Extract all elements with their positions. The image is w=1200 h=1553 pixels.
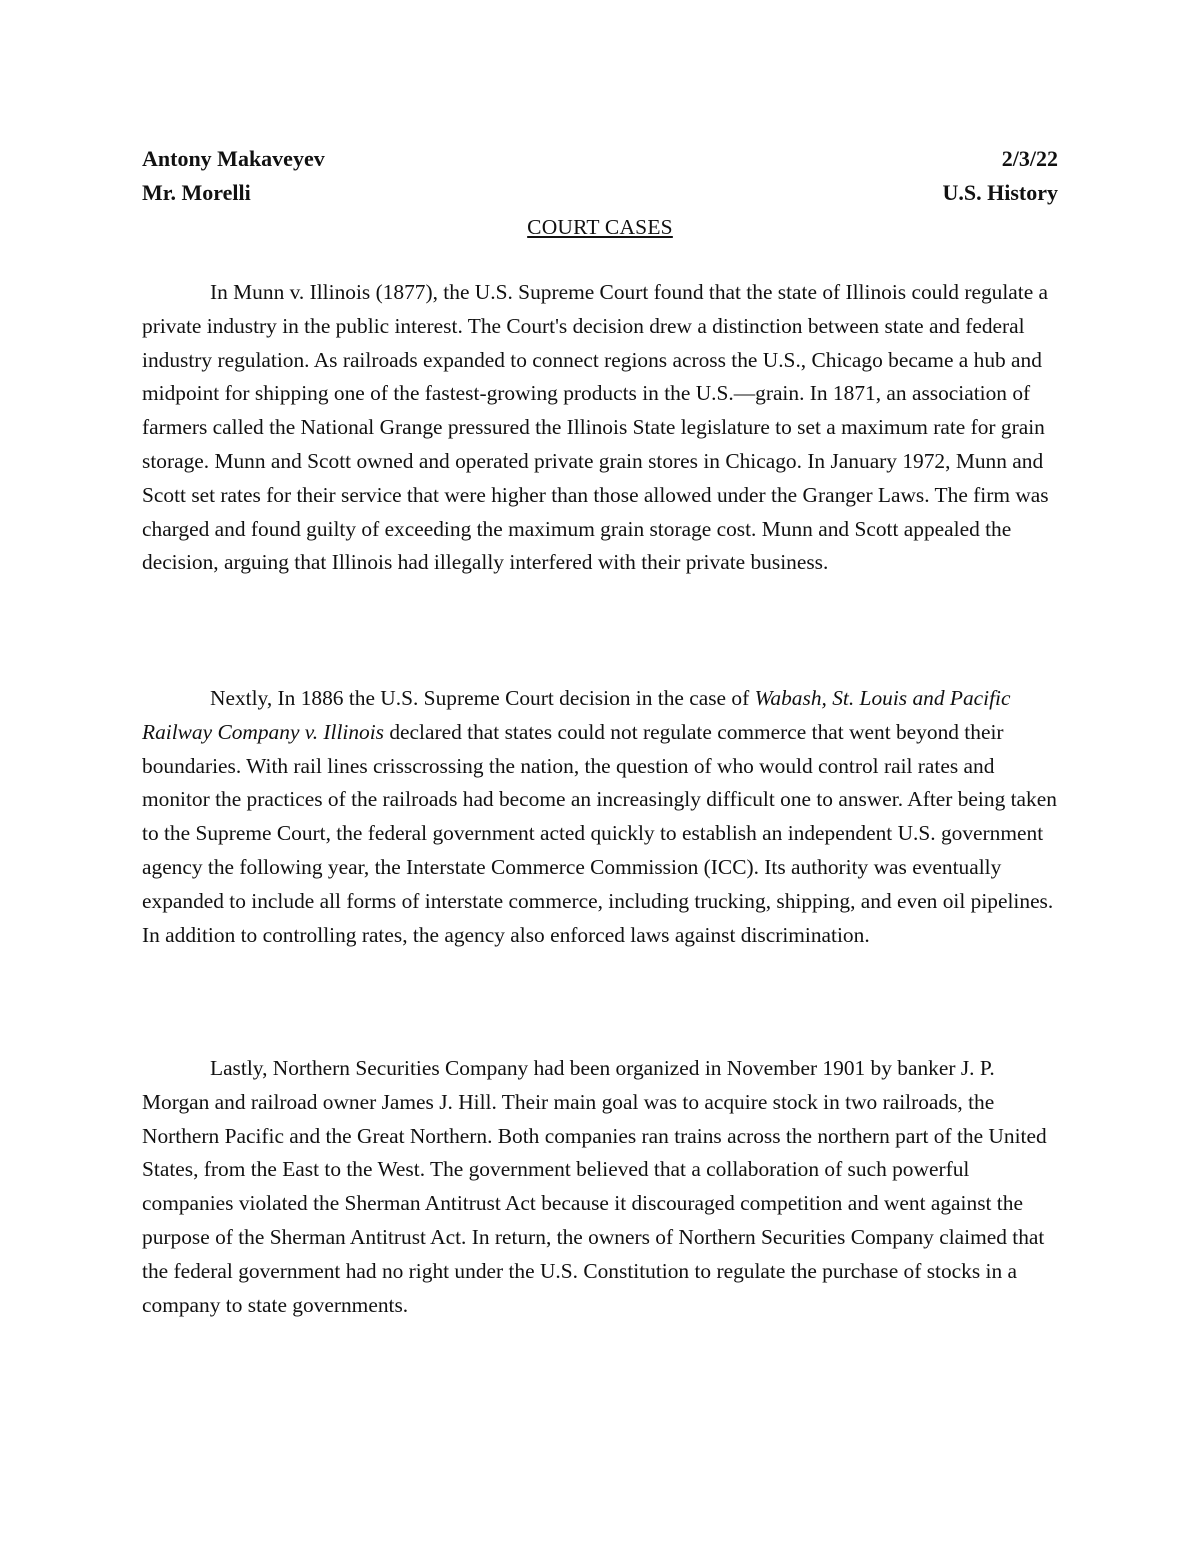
case-name-wabash: Wabash, St. Louis and Pacific Railway Company v. Illinois [142, 686, 1011, 744]
assignment-date: 2/3/22 [1001, 146, 1058, 171]
header-row-bottom [142, 178, 1058, 208]
paragraph-wabash-case [142, 682, 1062, 952]
student-name: Antony Makaveyev [142, 146, 325, 171]
header-row-top [142, 144, 1058, 174]
paragraph-wabash-body: declared that states could not regulate commerce that went beyond their boundaries. With rail lines crisscrossing the nation, the question of who would control rail rates and monitor the practices of the railroads had become an increasingly difficult one to answer. After being taken to the Supreme Court, the federal government acted quickly to establish an independent U.S. government agency the following year, the Interstate Commerce Commission (ICC). Its authority was eventually expanded to include all forms of interstate commerce, including trucking, shipping, and even oil pipelines. In addition to controlling rates, the agency also enforced laws against discrimination. [142, 719, 1057, 947]
teacher-name: Mr. Morelli [142, 180, 251, 205]
paragraph-wabash-intro: Nextly, In 1886 the U.S. Supreme Court decision in the case of [210, 686, 755, 710]
document-title: COURT CASES [527, 215, 673, 239]
paragraph-munn-v-illinois: In Munn v. Illinois (1877), the U.S. Supreme Court found that the state of Illinois could regulate a private industry in the public interest. The Court's decision drew a distinction between state and federal industry regulation. As railroads expanded to connect regions across the U.S., Chicago became a hub and midpoint for shipping one of the fastest-growing products in the U.S.—grain. In 1871, an association of farmers called the National Grange pressured the Illinois State legislature to set a maximum rate for grain storage. Munn and Scott owned and operated private grain stores in Chicago. In January 1972, Munn and Scott set rates for their service that were higher than those allowed under the Granger Laws. The firm was charged and found guilty of exceeding the maximum grain storage cost. Munn and Scott appealed the decision, arguing that Illinois had illegally interfered with their private business. [142, 280, 1049, 575]
course-name: U.S. History [942, 180, 1058, 205]
paragraph-northern-securities: Lastly, Northern Securities Company had been organized in November 1901 by banker J. P. Morgan and railroad owner James J. Hill. Their main goal was to acquire stock in two railroads, the Northern Pacific and the Great Northern. Both companies ran trains across the northern part of the United States, from the East to the West. The government believed that a collaboration of such powerful companies violated the Sherman Antitrust Act because it discouraged competition and went against the purpose of the Sherman Antitrust Act. In return, the owners of Northern Securities Company claimed that the federal government had no right under the U.S. Constitution to regulate the purchase of stocks in a company to state governments. [142, 1056, 1047, 1317]
